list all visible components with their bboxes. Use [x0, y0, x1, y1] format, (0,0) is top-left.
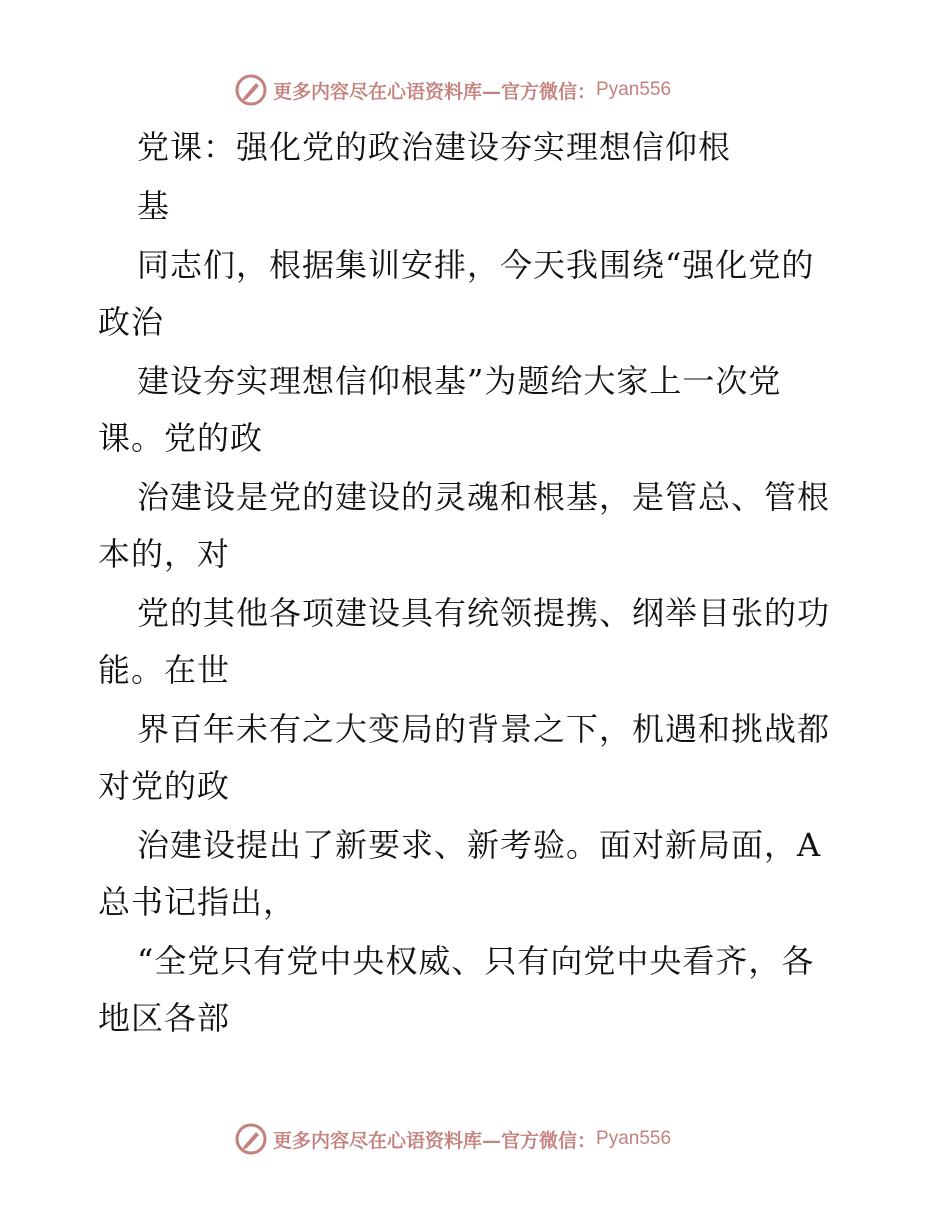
text-line: 政治 [98, 303, 165, 341]
quill-pen-logo-icon [235, 74, 267, 106]
watermark-text: 更多内容尽在心语资料库—官方微信： [273, 80, 597, 103]
watermark-handle: Pyan556 [596, 1128, 672, 1149]
text-line: 地区各部 [98, 999, 231, 1037]
title-line-1: 党课：强化党的政治建设夯实理想信仰根 [137, 128, 732, 166]
text-line: 本的，对 [98, 535, 231, 573]
quill-pen-logo-icon [235, 1123, 267, 1155]
text-line: 建设夯实理想信仰根基”为题给大家上一次党 [137, 362, 782, 400]
text-line: 对党的政 [98, 767, 231, 805]
title-line-2: 基 [137, 187, 171, 225]
text-line: 党的其他各项建设具有统领提携、纲举目张的功 [137, 594, 831, 632]
text-line: 总书记指出， [98, 883, 297, 921]
watermark-text: 更多内容尽在心语资料库—官方微信： [273, 1129, 597, 1152]
text-line: 同志们，根据集训安排，今天我围绕“强化党的 [137, 246, 815, 284]
footer-watermark [235, 1122, 671, 1156]
text-line: 界百年未有之大变局的背景之下，机遇和挑战都 [137, 710, 831, 748]
text-line: 治建设提出了新要求、新考验。面对新局面，A [137, 826, 822, 864]
text-line: 课。党的政 [98, 419, 264, 457]
text-line: 能。在世 [98, 651, 231, 689]
text-line: 治建设是党的建设的灵魂和根基，是管总、管根 [137, 478, 831, 516]
text-line: “全党只有党中央权威、只有向党中央看齐，各 [137, 942, 815, 980]
watermark-handle: Pyan556 [596, 79, 672, 100]
header-watermark [235, 73, 671, 107]
